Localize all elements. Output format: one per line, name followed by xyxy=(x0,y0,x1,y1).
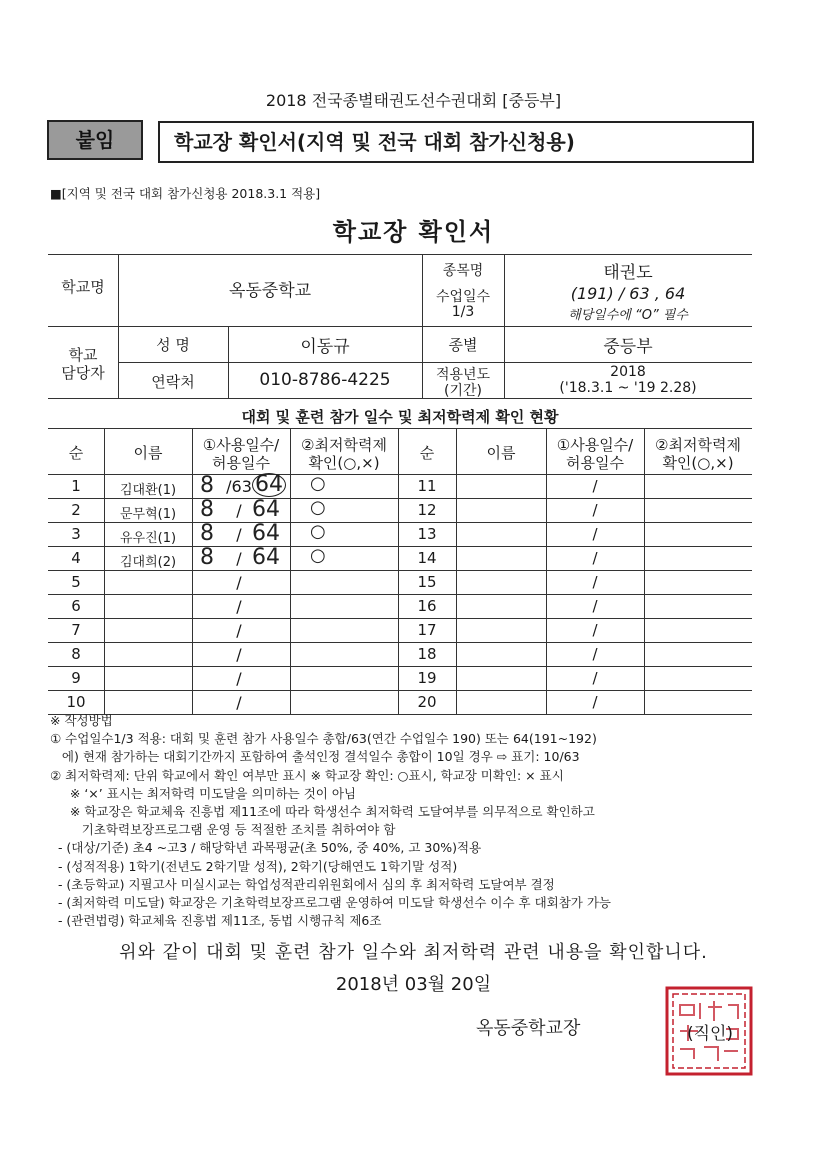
days-separator: / xyxy=(236,573,242,592)
days-separator: / xyxy=(592,645,598,663)
contact-value: 010-8786-4225 xyxy=(259,370,391,390)
col-days-right-1: ①사용일수/ xyxy=(556,436,634,454)
min-academic-check: ○ xyxy=(310,497,326,518)
division-value: 중등부 xyxy=(603,337,653,357)
days-allowed-handwritten: 64 xyxy=(252,545,280,570)
col-no-right: 순 xyxy=(419,444,435,462)
col-name-left: 이름 xyxy=(133,444,163,462)
instruction-line: ※ 작성방법 xyxy=(50,713,113,728)
row-number: 12 xyxy=(417,501,437,519)
row-number: 11 xyxy=(417,477,437,495)
division-label: 종별 xyxy=(448,336,478,354)
col-no-left: 순 xyxy=(68,444,84,462)
days-separator: / xyxy=(592,669,598,687)
col-check-right-1: ②최저학력제 xyxy=(655,436,741,454)
days-separator: /63 xyxy=(226,477,252,496)
row-number: 9 xyxy=(71,669,81,687)
school-days-fraction: 1/3 xyxy=(451,304,475,320)
days-separator: / xyxy=(236,669,242,688)
days-separator: / xyxy=(592,597,598,615)
event-header: 2018 전국종별태권도선수권대회 [중등부] xyxy=(265,91,562,110)
document-title: 학교장 확인서 xyxy=(332,218,495,246)
attachment-badge: 붙임 xyxy=(47,120,143,160)
instruction-line: 에) 현재 참가하는 대회기간까지 포함하여 출석인정 결석일수 총합이 10일 경우 ⇨ 표기: 10/63 xyxy=(50,749,580,765)
days-separator: / xyxy=(592,693,598,711)
days-allowed-handwritten: 64 xyxy=(252,497,280,522)
days-used-handwritten: 8 xyxy=(200,473,214,498)
days-separator: / xyxy=(236,621,242,640)
instruction-line: ※ 학교장은 학교체육 진흥법 제11조에 따라 학생선수 최저학력 도달여부를 의무적으로 확인하고 xyxy=(50,804,595,820)
row-number: 6 xyxy=(71,597,81,615)
student-name: 유우진(1) xyxy=(119,531,177,546)
row-number: 13 xyxy=(417,525,437,543)
col-days-left-2: 허용일수 xyxy=(212,454,270,472)
days-allowed-handwritten: 64 xyxy=(252,521,280,546)
contact-label: 연락처 xyxy=(151,373,195,391)
days-used-handwritten: 8 xyxy=(200,545,214,570)
days-separator: / xyxy=(236,597,242,616)
min-academic-check: ○ xyxy=(310,521,326,542)
row-number: 10 xyxy=(66,693,86,711)
days-separator: / xyxy=(592,525,598,543)
row-number: 2 xyxy=(71,501,81,519)
year-label-1: 적용년도 xyxy=(435,367,491,383)
row-number: 4 xyxy=(71,549,81,567)
days-separator: / xyxy=(592,621,598,639)
manager-name-label: 성 명 xyxy=(156,336,190,354)
min-academic-check: ○ xyxy=(310,473,326,494)
row-number: 8 xyxy=(71,645,81,663)
instruction-line: - (성적적용) 1학기(전년도 2학기말 성적), 2학기(당해연도 1학기말 성적) xyxy=(50,858,458,874)
days-separator: / xyxy=(592,477,598,495)
days-used-handwritten: 8 xyxy=(200,497,214,522)
manager-label-1: 학교 xyxy=(68,346,98,364)
instruction-line: - (관련법령) 학교체육 진흥법 제11조, 동법 시행규칙 제6조 xyxy=(50,913,382,929)
days-separator: / xyxy=(236,525,242,544)
seal-label: (직인) xyxy=(686,1024,734,1044)
instruction-line: ※ ‘×’ 표시는 최저학력 미도달을 의미하는 것이 아님 xyxy=(50,785,357,801)
instruction-line: ① 수업일수1/3 적용: 대회 및 훈련 참가 사용일수 총합/63(연간 수업일수 190) 또는 64(191~192) xyxy=(50,731,597,747)
days-separator: / xyxy=(236,501,242,520)
row-number: 19 xyxy=(417,669,437,687)
principal-signature-line: 옥동중학교장 xyxy=(476,1018,581,1039)
manager-label-2: 담당자 xyxy=(61,364,105,382)
days-separator: / xyxy=(592,501,598,519)
col-check-left-2: 확인(○,×) xyxy=(308,454,380,472)
status-title: 대회 및 훈련 참가 일수 및 최저학력제 확인 현황 xyxy=(241,408,559,426)
sport-label: 종목명 xyxy=(442,263,484,279)
confirmation-form xyxy=(48,254,752,714)
row-number: 7 xyxy=(71,621,81,639)
days-used-handwritten: 8 xyxy=(200,521,214,546)
col-days-left-1: ①사용일수/ xyxy=(202,436,280,454)
student-name: 김대희(2) xyxy=(119,555,177,570)
school-days-label: 수업일수 xyxy=(435,289,491,305)
row-number: 20 xyxy=(417,693,437,711)
school-days-note: 해당일수에 “O” 필수 xyxy=(568,308,688,323)
instruction-line: - (대상/기준) 초4 ~고3 / 해당학년 과목평균(초 50%, 중 40%, 고 30%)적용 xyxy=(50,840,482,856)
instruction-line: ② 최저학력제: 단위 학교에서 확인 여부만 표시 ※ 학교장 확인: ○표시, 학교장 미확인: × 표시 xyxy=(50,767,564,783)
school-days-value: (191) / 63 , 64 xyxy=(570,284,686,303)
form-note: ■[지역 및 전국 대회 참가신청용 2018.3.1 적용] xyxy=(50,186,321,201)
year-value: 2018 xyxy=(610,364,646,380)
confirmation-statement: 위와 같이 대회 및 훈련 참가 일수와 최저학력 관련 내용을 확인합니다. xyxy=(119,942,708,963)
instruction-line: 기초학력보장프로그램 운영 등 적절한 조치를 취하여야 함 xyxy=(50,822,396,838)
row-number: 5 xyxy=(71,573,81,591)
days-separator: / xyxy=(236,645,242,664)
manager-name-value: 이동규 xyxy=(300,337,350,357)
student-name: 문무혁(1) xyxy=(119,507,177,522)
col-check-left-1: ②최저학력제 xyxy=(301,436,387,454)
official-seal xyxy=(664,985,754,1077)
document-heading: 학교장 확인서(지역 및 전국 대회 참가신청용) xyxy=(158,121,754,163)
min-academic-check: ○ xyxy=(310,545,326,566)
row-number: 17 xyxy=(417,621,437,639)
col-name-right: 이름 xyxy=(486,444,516,462)
instruction-line: - (초등학교) 지필고사 미실시교는 학업성적관리위원회에서 심의 후 최저학력 도달여부 결정 xyxy=(50,876,555,892)
row-number: 16 xyxy=(417,597,437,615)
days-separator: / xyxy=(592,573,598,591)
sport-value: 태권도 xyxy=(603,263,653,283)
school-name-label: 학교명 xyxy=(61,278,105,296)
days-separator: / xyxy=(236,693,242,712)
writing-instructions xyxy=(50,712,770,930)
school-name-value: 옥동중학교 xyxy=(228,281,312,301)
instruction-line: - (최저학력 미도달) 학교장은 기초학력보장프로그램 운영하여 미도달 학생선수 이수 후 대회참가 가능 xyxy=(50,895,611,911)
col-check-right-2: 확인(○,×) xyxy=(662,454,734,472)
year-period: ('18.3.1 ~ '19 2.28) xyxy=(559,380,697,396)
col-days-right-2: 허용일수 xyxy=(566,454,624,472)
row-number: 3 xyxy=(71,525,81,543)
row-number: 15 xyxy=(417,573,437,591)
days-separator: / xyxy=(592,549,598,567)
row-number: 18 xyxy=(417,645,437,663)
days-allowed-handwritten: 64 xyxy=(252,473,286,497)
year-label-2: (기간) xyxy=(444,383,482,399)
row-number: 14 xyxy=(417,549,437,567)
days-separator: / xyxy=(236,549,242,568)
document-date: 2018년 03월 20일 xyxy=(335,974,492,995)
row-number: 1 xyxy=(71,477,81,495)
student-name: 김대환(1) xyxy=(119,483,177,498)
